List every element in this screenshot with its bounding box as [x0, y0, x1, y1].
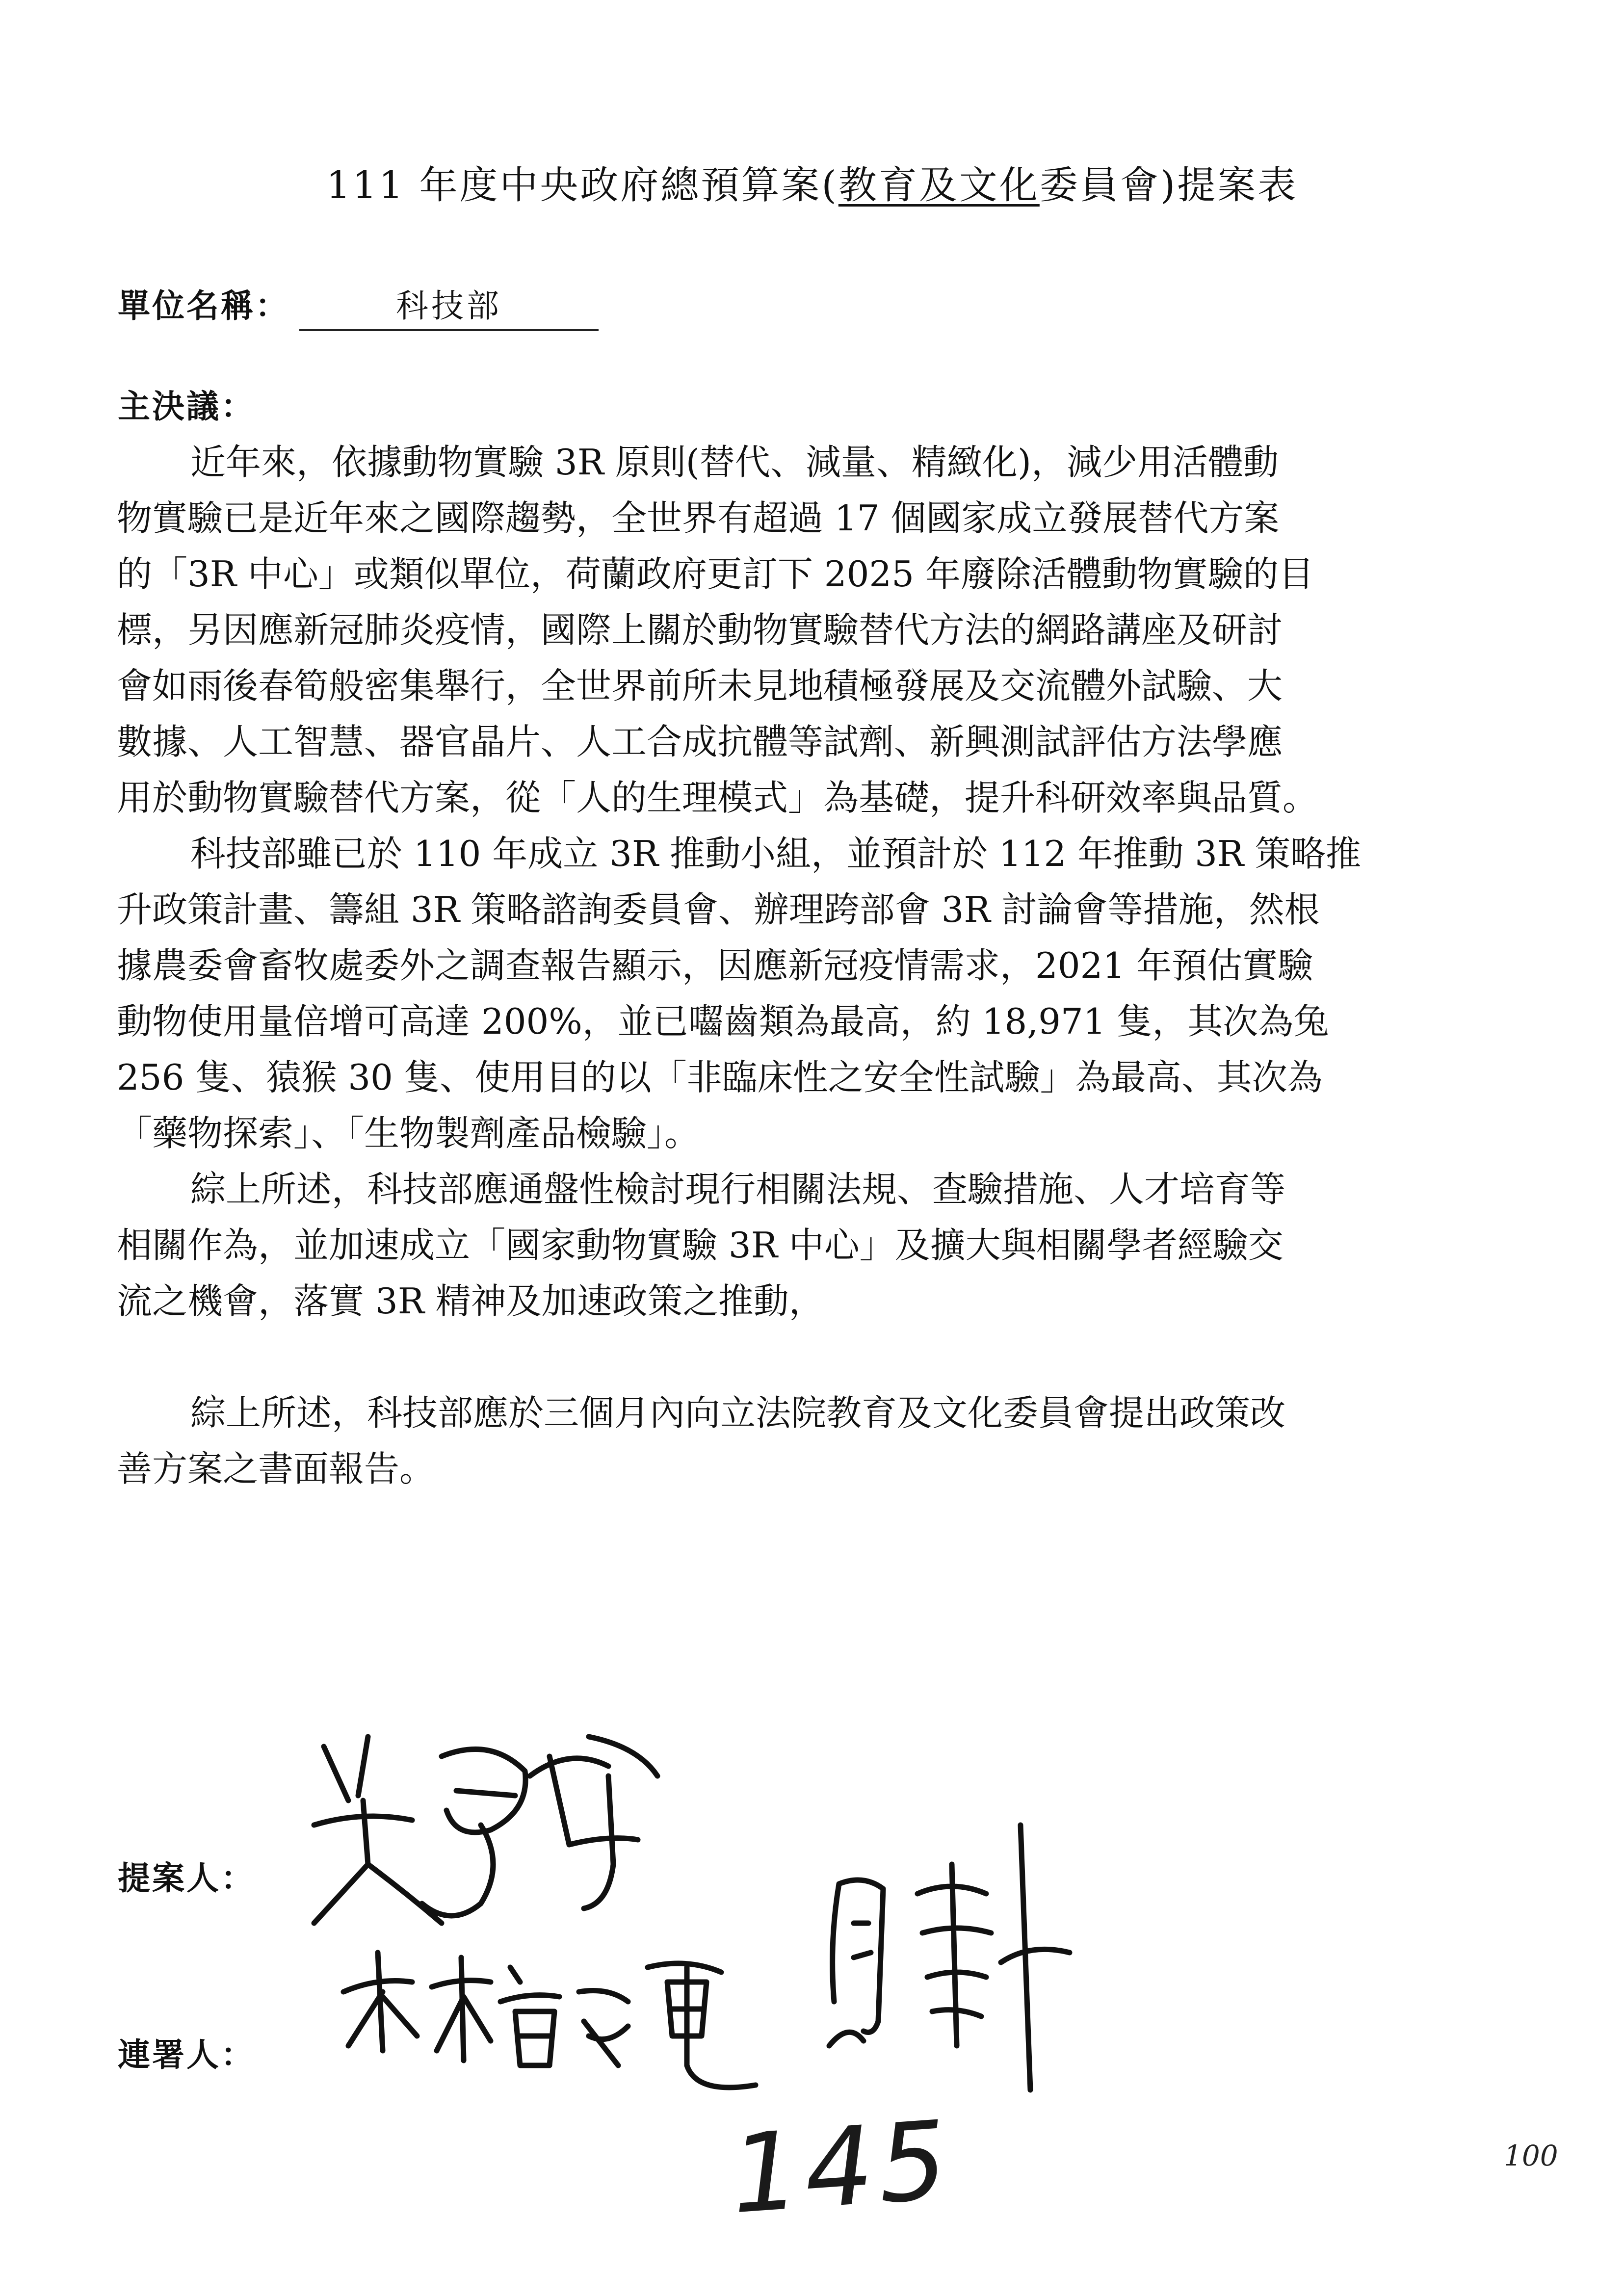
paragraph-line: 科技部雖已於 110 年成立 3R 推動小組，並預計於 112 年推動 3R 策略推 [190, 833, 1361, 874]
paragraph-line: 的「3R 中心」或類似單位，荷蘭政府更訂下 2025 年廢除活體動物實驗的目 [117, 553, 1314, 595]
paragraph-line: 「藥物探索」、「生物製劑產品檢驗」。 [117, 1113, 700, 1154]
paragraph-line: 綜上所述，科技部應於三個月內向立法院教育及文化委員會提出政策改 [190, 1392, 1286, 1434]
unit-name-row [118, 280, 657, 329]
paragraph-3 [117, 1161, 1545, 1329]
paragraph-1 [117, 434, 1545, 826]
cosigner-signature-1 [334, 1938, 775, 2124]
paragraph-line: 會如雨後春筍般密集舉行，全世界前所未見地積極發展及交流體外試驗、大 [117, 665, 1283, 706]
document-title [0, 155, 1624, 209]
paragraph-line: 256 隻、猿猴 30 隻、使用目的以「非臨床性之安全性試驗」為最高、其次為 [117, 1057, 1323, 1098]
paragraph-line: 用於動物實驗替代方案，從「人的生理模式」為基礎，提升科研效率與品質。 [117, 777, 1318, 818]
unit-name-value: 科技部 [299, 280, 599, 331]
paragraph-line: 流之機會，落實 3R 精神及加速政策之推動， [117, 1280, 824, 1322]
paragraph-4 [117, 1385, 1545, 1497]
proposer-label: 提案人： [118, 1859, 255, 1897]
paragraph-line: 動物使用量倍增可高達 200%，並已囓齒類為最高，約 18,971 隻，其次為兔 [117, 1001, 1329, 1042]
handwritten-number: 145 [727, 2097, 956, 2238]
proposer-signature [294, 1717, 687, 1953]
paragraph-2 [117, 826, 1545, 1161]
paragraph-line: 綜上所述，科技部應通盤性檢討現行相關法規、查驗措施、人才培育等 [190, 1169, 1286, 1210]
paragraph-line: 相關作為，並加速成立「國家動物實驗 3R 中心」及擴大與相關學者經驗交 [117, 1225, 1283, 1266]
paragraph-line: 物實驗已是近年來之國際趨勢，全世界有超過 17 個國家成立發展替代方案 [117, 497, 1280, 539]
paragraph-line: 據農委會畜牧處委外之調查報告顯示，因應新冠疫情需求，2021 年預估實驗 [117, 945, 1313, 986]
paragraph-line: 升政策計畫、籌組 3R 策略諮詢委員會、辦理跨部會 3R 討論會等措施，然根 [117, 889, 1320, 930]
title-suffix: 委員會)提案表 [1039, 163, 1298, 208]
paragraph-line: 善方案之書面報告。 [117, 1448, 435, 1489]
paragraph-line: 近年來，依據動物實驗 3R 原則(替代、減量、精緻化)，減少用活體動 [190, 442, 1279, 483]
unit-name-label: 單位名稱： [118, 287, 289, 325]
handwritten-page-note: 100 [1504, 2139, 1558, 2172]
paragraph-line: 數據、人工智慧、器官晶片、人工合成抗體等試劑、新興測試評估方法學應 [117, 721, 1283, 762]
title-prefix: 111 年度中央政府總預算案( [326, 163, 838, 208]
paragraph-line: 標，另因應新冠肺炎疫情，國際上關於動物實驗替代方法的網路講座及研討 [117, 609, 1283, 651]
title-committee-underlined: 教育及文化 [838, 163, 1040, 208]
resolution-heading: 主決議： [118, 388, 255, 425]
cosigner-label: 連署人： [118, 2036, 255, 2074]
cosigner-signature-2 [810, 1815, 1084, 2110]
